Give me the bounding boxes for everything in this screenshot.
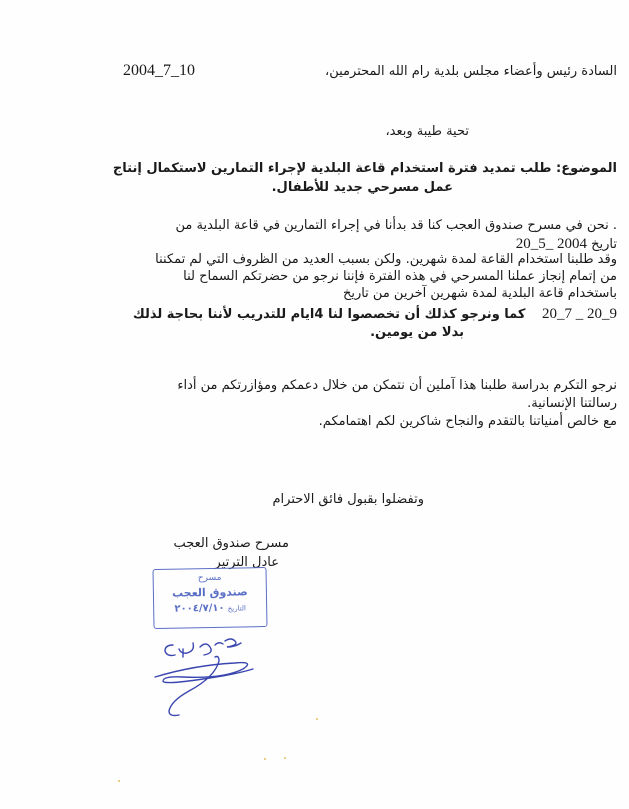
scan-speck (264, 758, 266, 760)
greeting: تحية طيبة وبعد، (385, 124, 469, 139)
signature-stroke-name-1 (179, 643, 211, 655)
stamp-date-value: ٢٠٠٤/٧/١٠ (174, 602, 225, 615)
date-prefix: تاريخ (591, 237, 617, 252)
body-p3-line-2: رسالتنا الإنسانية. (527, 396, 617, 411)
body-p1-line-1: . نحن في مسرح صندوق العجب كنا قد بدأنا في إجراء التمارين في قاعة البلدية من (175, 218, 617, 233)
body-p2-line-5: بدلا من يومين. (370, 325, 464, 340)
stamp-date-label: التاريخ (227, 604, 246, 613)
body-p3-line-1: نرجو التكرم بدراسة طلبنا هذا آملين أن نتمكن من خلال دعمكم ومؤازرتكم من أداء (177, 378, 617, 393)
scan-speck (316, 718, 318, 720)
stamp-line-1: مسرح (197, 572, 222, 584)
stamp-line-2: صندوق العجب (171, 585, 248, 600)
scan-speck (118, 780, 120, 782)
stamp-date-row (154, 602, 266, 615)
subject-line-2: عمل مسرحي جديد للأطفال. (271, 180, 453, 195)
signature-flourish-1 (155, 663, 253, 683)
handwritten-signature (145, 625, 275, 720)
scan-speck (284, 757, 286, 759)
sender-org: مسرح صندوق العجب (173, 536, 289, 551)
start-date: 20_5_ 2004 (515, 236, 587, 252)
extension-dates: 20_7 _ 20_9 (542, 306, 617, 322)
signature-stroke-name-2 (215, 639, 241, 647)
recipient-line: السادة رئيس وأعضاء مجلس بلدية رام الله المحترمين، (325, 64, 617, 79)
body-p1-line-2 (516, 236, 617, 253)
sender-name: عادل الترتير (214, 555, 279, 570)
body-p2-line-3: باستخدام قاعة البلدية لمدة شهرين آخرين من تاريخ (342, 286, 617, 301)
body-p2-line-4 (133, 306, 617, 323)
request-days: كما ونرجو كذلك أن تخصصوا لنا 4ايام للتدريب لأننا بحاجة لذلك (132, 307, 526, 322)
letter-date: 2004_7_10 (123, 62, 195, 79)
body-p3-line-3: مع خالص أمنياتنا بالتقدم والنجاح شاكرين لكم اهتمامكم. (318, 414, 617, 429)
body-p2-line-1: وقد طلبنا استخدام القاعة لمدة شهرين. ولكن بسبب العديد من الظروف التي لم تمكننا (155, 252, 617, 267)
closing: وتفضلوا بقبول فائق الاحترام (272, 492, 424, 507)
body-p2-line-2: من إتمام إنجاز عملنا المسرحي في هذه الفترة فإننا نرجو من حضرتكم السماح لنا (183, 269, 617, 284)
subject-line-1: الموضوع: طلب تمديد فترة استخدام قاعة البلدية لإجراء التمارين لاستكمال إنتاج (112, 161, 617, 176)
organization-stamp (152, 567, 267, 629)
